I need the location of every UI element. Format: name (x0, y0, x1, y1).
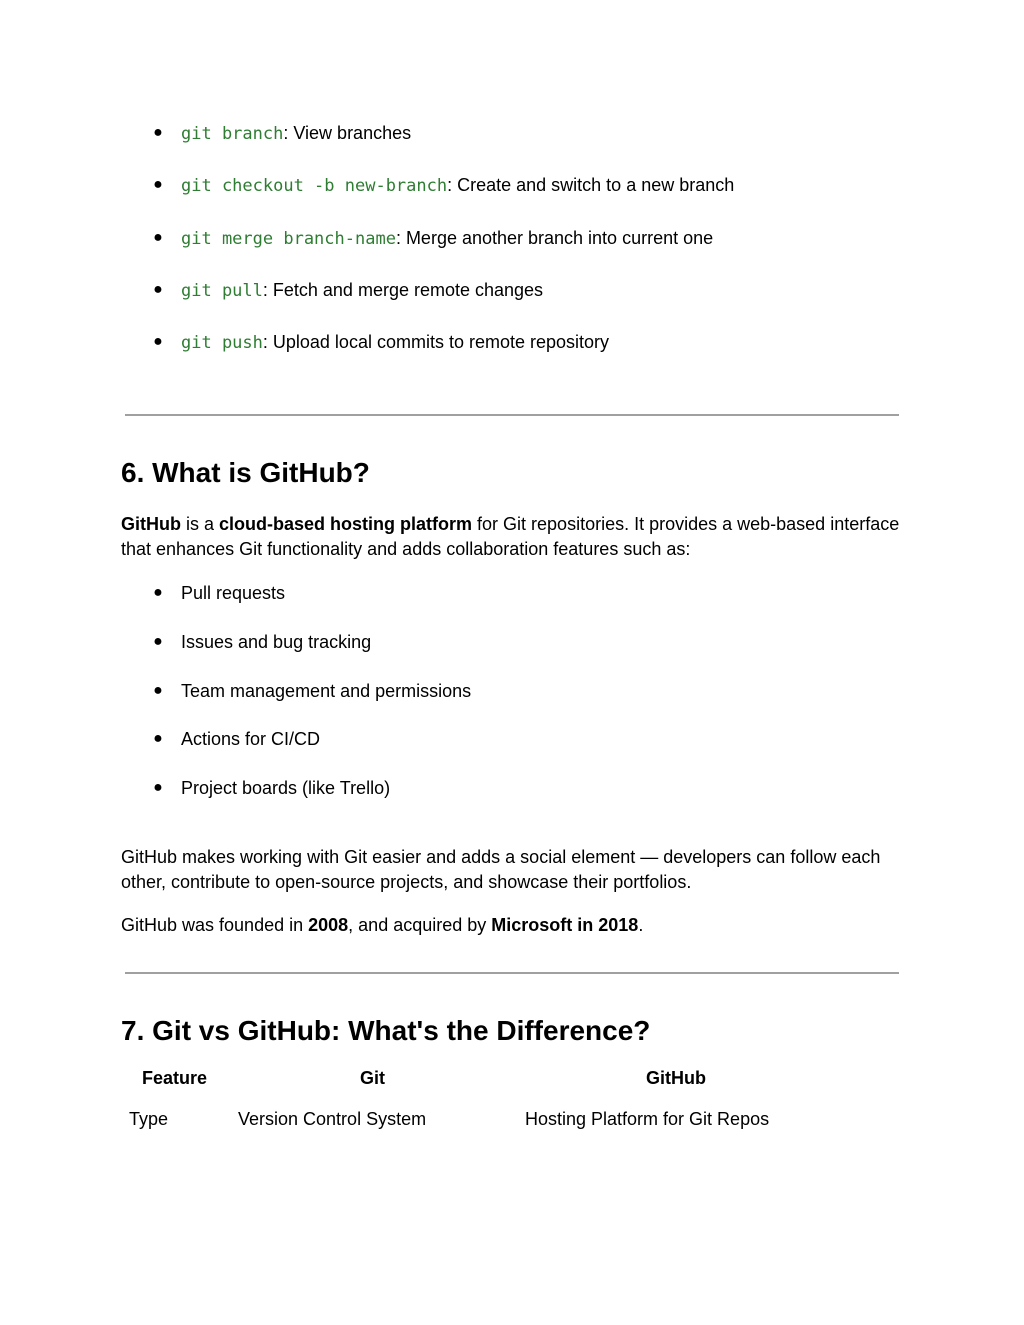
text-run: is a (181, 514, 220, 534)
table-header-cell: Git (360, 1068, 385, 1088)
list-item-text (181, 226, 713, 251)
bullet-icon: ● (153, 333, 163, 350)
bullet-icon: ● (153, 633, 163, 650)
bullet-icon: ● (153, 176, 163, 193)
command-code: git branch (181, 124, 284, 144)
list-item-text: Issues and bug tracking (181, 632, 372, 652)
list-item-text: Team management and permissions (181, 681, 472, 701)
command-description: : View branches (283, 123, 412, 143)
command-code: git push (181, 333, 263, 353)
list-item-text: Pull requests (181, 583, 286, 603)
list-item-text (181, 173, 734, 198)
command-description: : Merge another branch into current one (395, 228, 714, 248)
bullet-icon: ● (153, 779, 163, 796)
text-run: GitHub was founded in (121, 915, 309, 935)
bullet-icon: ● (153, 229, 163, 246)
command-description: : Create and switch to a new branch (447, 175, 735, 195)
list-item-text (181, 330, 609, 355)
bold-term: cloud-based hosting platform (219, 514, 473, 534)
bold-term: GitHub (121, 514, 181, 534)
command-code: git pull (181, 281, 263, 301)
github-intro-paragraph (121, 512, 911, 561)
text-run: for Git repositories. It provides a web-based interface that enhances Git functionality and adds collaboration features such as: (121, 514, 900, 559)
horizontal-divider (125, 972, 899, 974)
bullet-icon: ● (153, 124, 163, 141)
command-code: git merge branch-name (181, 229, 396, 249)
list-item-text (181, 278, 543, 303)
section-heading: 7. Git vs GitHub: What's the Difference? (121, 1015, 651, 1046)
text-run: . (638, 915, 644, 935)
list-item-text (181, 121, 411, 146)
table-cell: Type (129, 1109, 169, 1129)
table-header-cell: Feature (142, 1068, 208, 1088)
command-description: : Fetch and merge remote changes (262, 280, 544, 300)
section-heading: 6. What is GitHub? (121, 457, 370, 488)
list-item-text: Actions for CI/CD (181, 729, 321, 749)
list-item-text: Project boards (like Trello) (181, 778, 391, 798)
table-header-cell: GitHub (646, 1068, 706, 1088)
github-founded-paragraph (121, 913, 911, 938)
table-cell: Hosting Platform for Git Repos (525, 1109, 770, 1129)
bullet-icon: ● (153, 584, 163, 601)
text-run: , and acquired by (348, 915, 492, 935)
table-cell: Version Control System (238, 1109, 427, 1129)
command-code: git checkout -b new-branch (181, 176, 448, 196)
bold-term: Microsoft in 2018 (491, 915, 639, 935)
command-description: : Upload local commits to remote repository (262, 332, 610, 352)
horizontal-divider (125, 414, 899, 416)
bold-term: 2008 (308, 915, 349, 935)
bullet-icon: ● (153, 730, 163, 747)
bullet-icon: ● (153, 281, 163, 298)
bullet-icon: ● (153, 682, 163, 699)
github-social-paragraph: GitHub makes working with Git easier and adds a social element — developers can follow each other, contribute to open-source projects, and showcase their portfolios. (121, 847, 881, 892)
